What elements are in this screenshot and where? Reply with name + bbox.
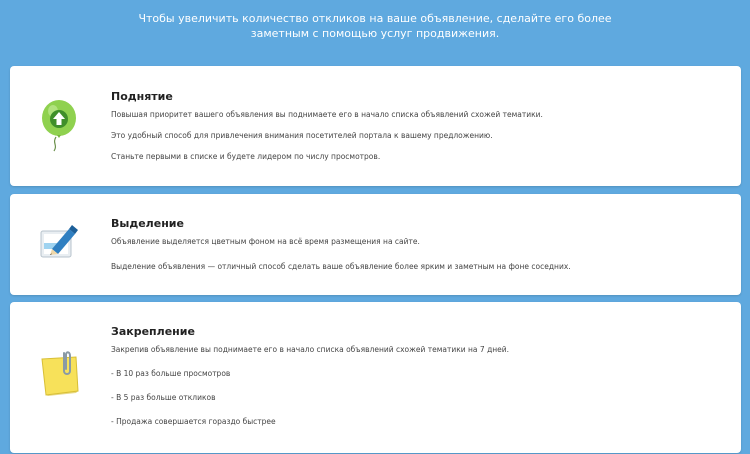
service-title: Поднятие: [111, 90, 173, 103]
service-card-pin[interactable]: [10, 302, 741, 453]
service-card-highlight[interactable]: [10, 194, 741, 295]
service-description: Закрепив объявление вы поднимаете его в начало списка объявлений схожей тематики на 7 дней.: [111, 345, 510, 354]
service-description: Станьте первыми в списке и будете лидером по числу просмотров.: [111, 152, 381, 161]
service-title: Выделение: [111, 217, 184, 230]
promo-header: [0, 0, 750, 48]
service-title: Закрепление: [111, 325, 195, 338]
service-description: Выделение объявления — отличный способ сделать ваше объявление более ярким и заметным на фоне соседних.: [111, 262, 571, 271]
service-benefit: - В 5 раз больше откликов: [111, 393, 216, 402]
service-description: Объявление выделяется цветным фоном на всё время размещения на сайте.: [111, 237, 420, 246]
header-line-1: Чтобы увеличить количество откликов на ваше объявление, сделайте его более: [138, 12, 612, 25]
paperclip-note-icon: [38, 351, 82, 397]
service-benefit: - В 10 раз больше просмотров: [111, 369, 231, 378]
service-benefit: - Продажа совершается гораздо быстрее: [111, 417, 276, 426]
service-description: Это удобный способ для привлечения внимания посетителей портала к вашему предложению.: [111, 131, 493, 140]
header-line-2: заметным с помощью услуг продвижения.: [250, 27, 500, 40]
highlighter-pen-icon: [38, 221, 80, 263]
service-card-raise[interactable]: [10, 66, 741, 186]
service-description: Повышая приоритет вашего объявления вы поднимаете его в начало списка объявлений схожей тематики.: [111, 110, 543, 119]
balloon-up-arrow-icon: [38, 99, 80, 153]
